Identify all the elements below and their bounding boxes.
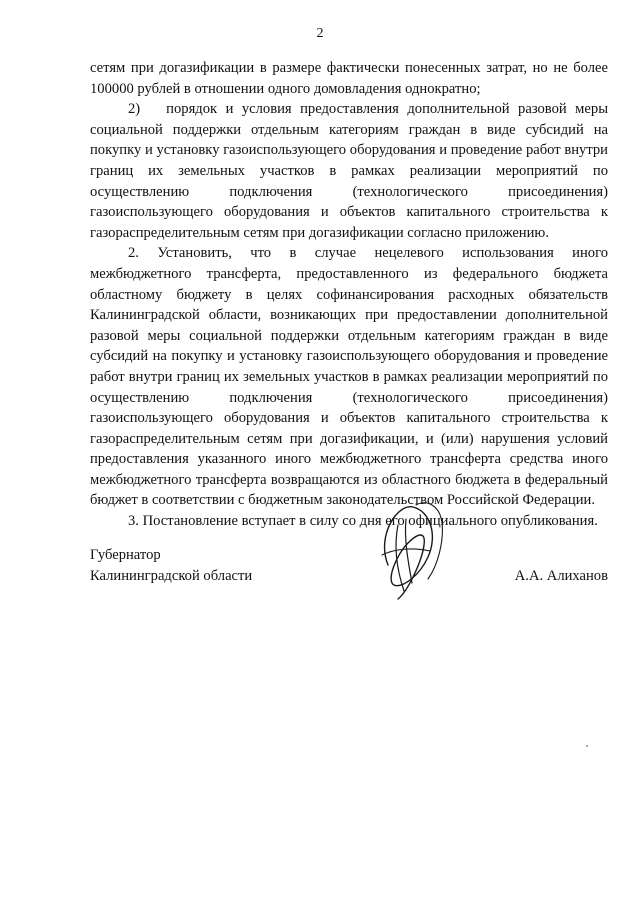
paragraph-clause-3: 3. Постановление вступает в силу со дня его официального опубликования. <box>128 513 598 530</box>
signatory-title-line-1: Губернатор <box>90 547 161 563</box>
document-body <box>90 58 608 532</box>
page-number: 2 <box>316 26 324 41</box>
scan-speck <box>586 745 588 747</box>
signatory-name: А.А. Алиханов <box>514 568 608 584</box>
paragraph-item-2 <box>90 99 608 243</box>
item-number: 2) <box>128 101 141 118</box>
signatory-title-line-2: Калининградской области <box>90 567 253 584</box>
signatory-title <box>90 545 252 586</box>
paragraph-continuation: сетям при догазификации в размере фактически понесенных затрат, но не более 100000 рублей в отношении одного домовладения однократно; <box>90 60 608 97</box>
paragraph-clause-2: 2. Установить, что в случае нецелевого использования иного межбюджетного трансферта, предоставленного из федерального бюджета областному бюджету в целях софинансирования расходных обязательств Калининградской области, возникающих при предоставлении дополнительной разовой меры социальной поддержки отдельным категориям граждан в виде субсидий на покупку и установку газоиспользующего оборудования и проведение работ внутри границ их земельных участков в рамках реализации мероприятий по осуществлению подключения (технологического присоединения) газоиспользующего оборудования и объектов капитального строительства к газораспределительным сетям при догазификации, и (или) нарушения условий предоставления указанного иного межбюджетного трансферта средства иного межбюджетного трансферта возвращаются из областного бюджета в федеральный бюджет в соответствии с бюджетным законодательством Российской Федерации. <box>90 245 608 509</box>
item-text: порядок и условия предоставления дополнительной разовой меры социальной поддержки отдельным категориям граждан в виде субсидий на покупку и установку газоиспользующего оборудования и проведение работ внутри границ их земельных участков в рамках реализации мероприятий по осуществлению подключения (технологического присоединения) газоиспользующего оборудования и объектов капитального строительства к газораспределительным сетям при догазификации согласно приложению. <box>90 101 608 241</box>
handwritten-signature <box>368 495 448 605</box>
